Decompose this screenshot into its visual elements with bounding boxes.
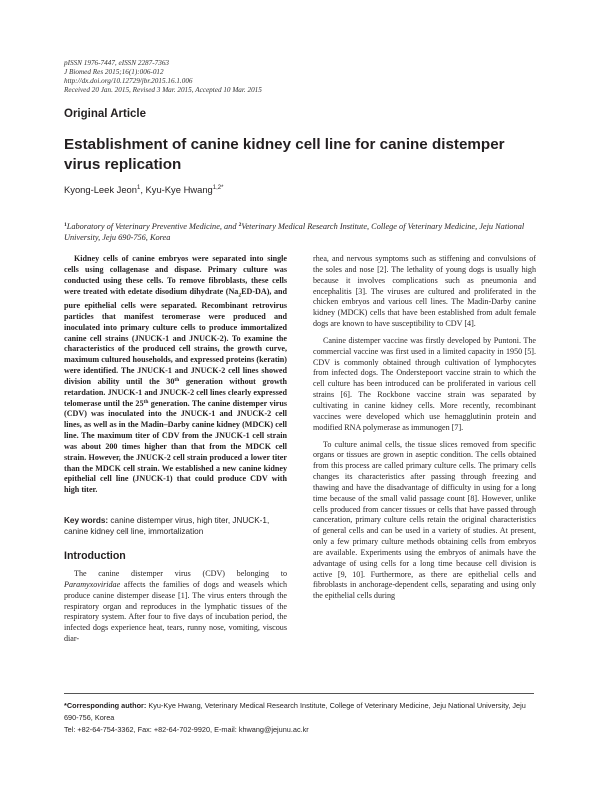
abstract-text: ED-DA), and pure epithelial cells were separated. Recombinant retrovirus particles that manifest teromerase were produced and inoculated into primary culture cells to produce immortalized canine cell strains (JNUCK-1 and JNUCK-2). To examine the characteristics of the produced cell strains, the growth curve, maximum cultured households, and expressed proteins (keratin) were identified. The JNUCK-1 and JNUCK-2 cell lines showed division ability until the 30: [64, 286, 287, 386]
received-dates: Received 20 Jan. 2015, Revised 3 Mar. 2015, Accepted 10 Mar. 2015: [64, 86, 262, 94]
author-name: Kyong-Leek Jeon: [64, 184, 137, 195]
footnote-text: Kyu-Kye Hwang, Veterinary Medical Research Institute, College of Veterinary Medicine, Jeju National University, Jeju 690-756, Korea: [64, 701, 526, 722]
right-column: [313, 254, 536, 602]
keywords: [64, 515, 287, 537]
affil-mark: 1: [64, 222, 67, 228]
section-heading-introduction: Introduction: [64, 550, 126, 563]
author-name: Kyu-Kye Hwang: [145, 184, 213, 195]
footnote-label: *Corresponding author:: [64, 701, 147, 710]
body-paragraph: Canine distemper vaccine was firstly developed by Puntoni. The commercial vaccine was first used in a limited capacity in 1950 [5]. CDV is commonly obtained through cultivation of lymphocytes from infected dogs. The Onderstepoort vaccine strain to which the cell culture has been introduced can be proliferated in various cell strains [6]. The Rockbone vaccine strain was separated by cultivating in canine kidney cells. More recently, recombinant vaccines were developed which use hemagglutinin protein and modified RNA polymerase as immunogen [7].: [313, 335, 536, 432]
italic-term: Paramyxoviridae: [64, 579, 121, 589]
superscript: th: [174, 376, 180, 383]
body-text: The canine distemper virus (CDV) belonging to: [74, 569, 287, 579]
author-affil-mark: 1: [136, 185, 141, 191]
journal-meta: [64, 59, 524, 95]
abstract-text: Kidney cells of canine embryos were separated into single cells using collagenase and dispase. Primary culture was conducted using these cells. To remove fibroblasts, these cells were treated with edetate disodium dihydrate (Na: [64, 254, 287, 296]
author-list: [64, 184, 223, 195]
abstract: [64, 254, 287, 496]
affiliations: [64, 220, 544, 244]
affil-mark: 2: [238, 222, 242, 228]
left-column: [64, 254, 287, 645]
superscript: th: [143, 398, 149, 405]
affil-text: Laboratory of Veterinary Preventive Medicine, and: [66, 222, 239, 231]
corresponding-author-footnote: [64, 700, 540, 736]
intro-paragraph: [64, 569, 287, 645]
affil-text: Veterinary Medical Research Institute, College of Veterinary Medicine, Jeju National University, Jeju 690-756, Korea: [64, 222, 525, 242]
author-separator: ,: [140, 184, 146, 195]
subscript: 2: [238, 292, 242, 299]
keywords-text: canine distemper virus, high titer, JNUCK-1, canine kidney cell line, immortalization: [64, 516, 270, 537]
issn-line: pISSN 1976-7447, eISSN 2287-7363: [64, 59, 170, 67]
body-paragraph: rhea, and nervous symptoms such as stiffening and convulsions of the soles and nose [2]. The lethality of young dogs is usually high because it involves complications such as pneumonia and encephalitis [3]. The viruses are cultured and proliferated in the chicken embryos and various cell lines. The Madin-Darby canine kidney (MDCK) cells that have been established from adult female dogs are known to have susceptibility to CDV [4].: [313, 254, 536, 329]
doi-link[interactable]: http://dx.doi.org/10.12729/jbr.2015.16.1.006: [64, 77, 193, 85]
footnote-divider: [64, 693, 534, 694]
footnote-contact: Tel: +82-64-754-3362, Fax: +82-64-702-9920, E-mail: khwang@jejunu.ac.kr: [64, 725, 309, 734]
article-type: Original Article: [64, 108, 147, 120]
body-text: affects the families of dogs and weasels which produce canine distemper disease [1]. The virus enters through the respiratory organ and reproduces in the lymphatic tissues of the respiratory system. After four to five days of incubation period, the infected dogs experience heat, tears, runny nose, vomiting, viscous diar-: [64, 579, 287, 644]
article-title: Establishment of canine kidney cell line for canine distemper virus replication: [64, 136, 505, 173]
abstract-text: generation. The canine distemper virus (CDV) was inoculated into the JNUCK-1 and JNUCK-2 cell lines, as well as in the Madin–Darby canine kidney (MDCK) cell line. The maximum titer of CDV from the JNUCK-1 cell strain was about 200 times higher than that from the MDCK cell strain. However, the JNUCK-2 cell strain produced a lower titer than the MDCK cell strain. We established a new canine kidney epithelial cell line (JNUCK-1) that could produce CDV with high titer.: [64, 398, 288, 495]
journal-citation: J Biomed Res 2015;16(1):006-012: [64, 68, 164, 76]
author-affil-mark: 1,2*: [212, 185, 224, 191]
keywords-label: Key words:: [64, 516, 109, 526]
body-paragraph: To culture animal cells, the tissue slices removed from specific organs or tissues are grown in aseptic condition. The cells obtained from this process are called primary culture cells. The primary cells changes its characteristics after passing through freezing and thawing and have the disadvantage of difficulty in using for a long time because of the small valid passage count [8]. However, unlike cells produced from cancer tissues or cells that have passed through canceration, primary culture cells retain the original characteristics of general cells and can be used in a variety of studies. At present, only a few primary culture methods obtaining cells from embryos are available. Experiments using the embryos of animals have the advantage of using cells for a long time because cell division is active [9, 10]. Furthermore, as there are epithelial cells and fibroblasts in anchorage-dependent cells, separating and using only the epithelial cells during: [313, 439, 536, 601]
footnote-line: [64, 700, 540, 724]
abstract-text: generation without growth retardation. JNUCK-1 and JNUCK-2 cell lines clearly expressed telomerase until the 25: [64, 376, 287, 408]
